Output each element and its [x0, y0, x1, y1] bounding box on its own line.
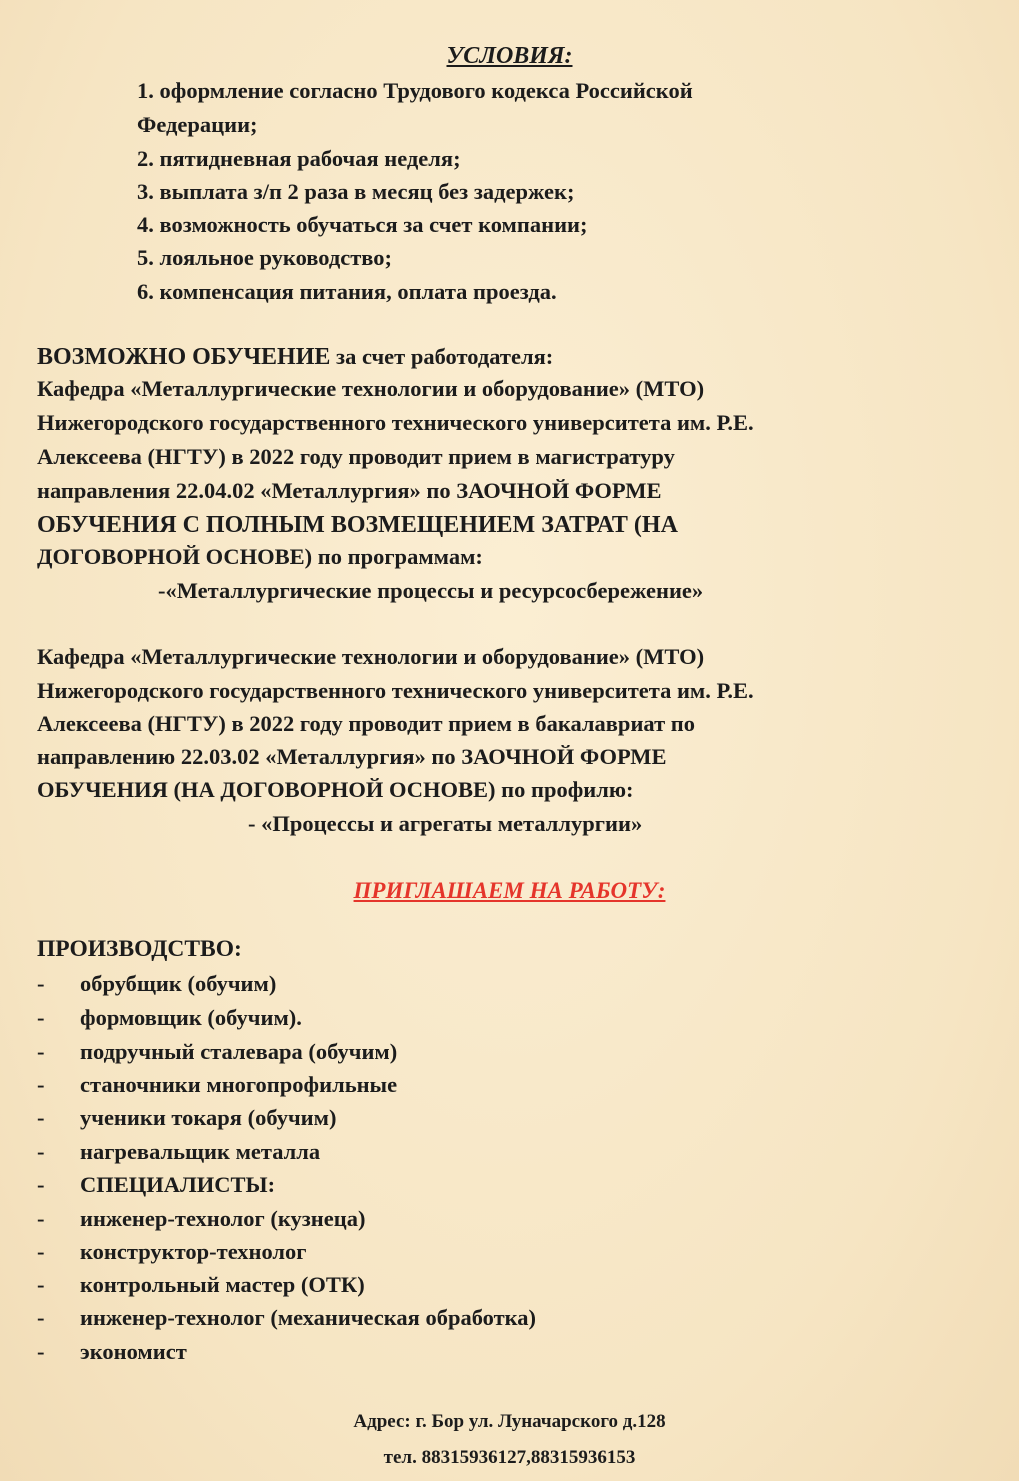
masters-line-6: ДОГОВОРНОЙ ОСНОВЕ) по программам: [37, 544, 483, 569]
job-dash: - [37, 1206, 45, 1231]
job-item: конструктор-технолог [80, 1239, 307, 1264]
masters-line-1: Кафедра «Металлургические технологии и оборудование» (МТО) [37, 376, 705, 401]
job-item: обрубщик (обучим) [80, 971, 277, 996]
jobs-title: ПРИГЛАШАЕМ НА РАБОТУ: [353, 878, 666, 903]
condition-line-1: 1. оформление согласно Трудового кодекса Российской [137, 78, 693, 103]
condition-line-1b: Федерации; [137, 112, 258, 137]
training-intro-rest: за счет работодателя: [330, 344, 554, 369]
masters-line-3: Алексеева (НГТУ) в 2022 году проводит прием в магистратуру [37, 444, 675, 469]
production-heading: ПРОИЗВОДСТВО: [37, 936, 242, 962]
job-dash: - [37, 1039, 45, 1064]
job-item: экономист [80, 1339, 187, 1364]
job-item: станочники многопрофильные [80, 1072, 398, 1097]
job-dash: - [37, 1172, 45, 1197]
bachelor-line-2: Нижегородского государственного технического университета им. Р.Е. [37, 678, 754, 703]
job-item: контрольный мастер (ОТК) [80, 1272, 365, 1297]
job-item: нагревальщик металла [80, 1139, 321, 1164]
job-dash: - [37, 1272, 45, 1297]
footer-phone: тел. 88315936127,88315936153 [383, 1447, 636, 1468]
masters-line-4: направления 22.04.02 «Металлургия» по ЗАОЧНОЙ ФОРМЕ [37, 478, 662, 503]
job-dash: - [37, 1072, 45, 1097]
condition-line-4: 4. возможность обучаться за счет компании; [137, 212, 588, 237]
masters-program: -«Металлургические процессы и ресурсосбережение» [158, 578, 704, 603]
condition-line-5: 5. лояльное руководство; [137, 245, 393, 270]
job-dash: - [37, 1305, 45, 1330]
condition-line-3: 3. выплата з/п 2 раза в месяц без задержек; [137, 179, 575, 204]
job-dash: - [37, 971, 45, 996]
job-dash: - [37, 1005, 45, 1030]
bachelor-program: - «Процессы и агрегаты металлургии» [248, 811, 643, 836]
job-item: формовщик (обучим). [80, 1005, 302, 1030]
training-intro [37, 345, 553, 369]
job-dash: - [37, 1239, 45, 1264]
bachelor-line-4: направлению 22.03.02 «Металлургия» по ЗАОЧНОЙ ФОРМЕ [37, 744, 667, 769]
job-dash: - [37, 1139, 45, 1164]
bachelor-line-5: ОБУЧЕНИЯ (НА ДОГОВОРНОЙ ОСНОВЕ) по профилю: [37, 777, 634, 802]
footer-address: Адрес: г. Бор ул. Луначарского д.128 [353, 1411, 666, 1432]
masters-line-5: ОБУЧЕНИЯ С ПОЛНЫМ ВОЗМЕЩЕНИЕМ ЗАТРАТ (НА [37, 512, 678, 538]
bachelor-line-3: Алексеева (НГТУ) в 2022 году проводит прием в бакалавриат по [37, 711, 695, 736]
job-item: инженер-технолог (кузнеца) [80, 1206, 366, 1231]
conditions-title: УСЛОВИЯ: [446, 43, 573, 69]
job-item: СПЕЦИАЛИСТЫ: [80, 1172, 276, 1197]
job-dash: - [37, 1105, 45, 1130]
job-dash: - [37, 1339, 45, 1364]
job-item: инженер-технолог (механическая обработка) [80, 1305, 537, 1330]
job-item: подручный сталевара (обучим) [80, 1039, 398, 1064]
job-item: ученики токаря (обучим) [80, 1105, 337, 1130]
condition-line-6: 6. компенсация питания, оплата проезда. [137, 279, 557, 304]
condition-line-2: 2. пятидневная рабочая неделя; [137, 146, 461, 171]
masters-line-2: Нижегородского государственного технического университета им. Р.Е. [37, 410, 754, 435]
bachelor-line-1: Кафедра «Металлургические технологии и оборудование» (МТО) [37, 644, 705, 669]
training-intro-bold: ВОЗМОЖНО ОБУЧЕНИЕ [37, 344, 331, 370]
